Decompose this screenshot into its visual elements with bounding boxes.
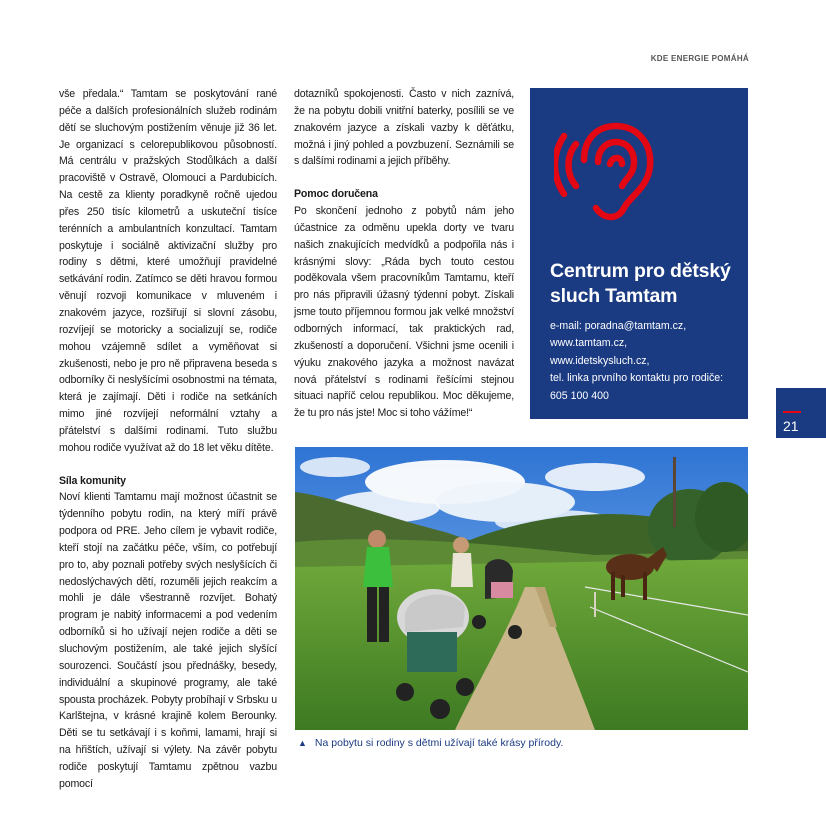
body-paragraph: Noví klienti Tamtamu mají možnost účastnit se týdenního pobytu rodin, na který míří právě podpora od PRE. Jeho cílem je vybavit rodiče, kteří stojí na začátku péče, vším, co potřebují pro to, aby poznali potřeby svých neslyšících či nedoslýchavých dětí, rozuměli jejich reakcím a mohli je dále všestranně rozvíjet. Bohatý program je nabitý informacemi a pod vedením odborníků si ho užívají nejen rodiče a děti se sluchovým postižením, ale také jejich slyšící sourozenci. Součástí jsou přednášky, besedy, individuální a skupinové programy, ale také spousta procházek. Pobyty probíhají v Srbsku u Karlštejna, v krásné krajině kolem Berounky. Děti se tu setkávají i s koňmi, lamami, hrají si na hřištích, užívají si výlety. Na závěr pobytu rodiče poskytují Tamtamu zpětnou vazbu pomocí	[59, 491, 277, 790]
contact-email[interactable]: e-mail: poradna@tamtam.cz,	[550, 320, 687, 332]
contact-hotline-number: 605 100 400	[550, 389, 609, 402]
body-paragraph: Po skončení jednoho z pobytů nám jeho účastnice za odměnu upekla dorty ve tvaru našich znakujících medvídků a podpořila nás i krásnými slovy: „Ráda bych touto cestou poděkovala všem pracovníkům Tamtamu, kteří pro nás připravili úžasný týdenní pobyt. Získali jsme touto příjemnou formou jak velké množství odborných informací, tak praktických rad, zkušeností a doporučení. Všichni jsme ocenili i výuku znakového jazyka a možnost navázat nová přátelství s rodinami řešícími stejnou situaci napříč celou republikou. Moc děkujeme, že tu pro nás jste! Moc si toho vážíme!“	[294, 205, 514, 420]
contact-website[interactable]: www.tamtam.cz,	[550, 337, 628, 350]
contact-list	[550, 318, 746, 405]
accent-line	[783, 411, 801, 413]
section-label: KDE ENERGIE POMÁHÁ	[650, 54, 749, 63]
column-left	[59, 86, 277, 793]
caption-text: Na pobytu si rodiny s dětmi užívají také krásy přírody.	[314, 737, 564, 749]
contact-info-box	[530, 88, 748, 419]
nature-photo	[295, 447, 748, 730]
section-heading: Pomoc doručena	[294, 188, 378, 201]
page-number: 21	[783, 418, 799, 434]
photo-illustration	[295, 447, 748, 730]
contact-website[interactable]: www.idetskysluch.cz,	[550, 354, 650, 367]
body-paragraph: vše předala.“ Tamtam se poskytování rané péče a dalších profesionálních služeb rodinám dětí se sluchovým postižením věnuje již 36 let. Je organizací s celorepublikovou působností. Má centrálu v pražských Stodůlkách a další pracoviště v Ostravě, Olomouci a Pardubicích. Na cestě za klienty poradkyně ročně ujedou přes 250 tisíc kilometrů a uskuteční tisíce terénních a ambulantních konzultací. Tamtam poskytuje i sociálně aktivizační služby pro rodiny s dětmi, které umožňují pravidelné setkávání rodin. Zatímco se děti hravou formou věnují rozvoji komunikace v mluveném i znakovém jazyce, rozšiřují si slovní zásobu, rozvíjejí se motoricky a socializují se, rodiče mohou vzájemně sdílet a vyměňovat si zkušenosti, nebo je pro ně připravena beseda s odborníky či neslyšícími osobnostmi na témata, která je zajímají. Děti i rodiče na setkáních mimo jiné rozvíjejí neformální vztahy a přátelství s dalšími rodinami. Tuto službu mohou rodiče využívat až do 18 let věku dítěte.	[59, 88, 277, 454]
contact-hotline-label: tel. linka prvního kontaktu pro rodiče:	[550, 372, 724, 385]
photo-caption	[298, 737, 563, 749]
column-middle	[294, 86, 514, 422]
page-number-tab	[776, 388, 826, 438]
body-paragraph: dotazníků spokojenosti. Často v nich zaznívá, že na pobytu dobili vnitřní baterky, posílili se ve znakovém jazyce a získali vazby k děťátku, možná i jiný pohled a povzbuzení. Seznámili se s dalšími rodinami a jejich příběhy.	[294, 88, 514, 168]
ear-sound-icon	[554, 116, 664, 228]
info-title: Centrum pro dětský sluch Tamtam	[550, 260, 731, 307]
section-heading: Síla komunity	[59, 474, 126, 487]
triangle-icon: ▲	[298, 738, 307, 748]
